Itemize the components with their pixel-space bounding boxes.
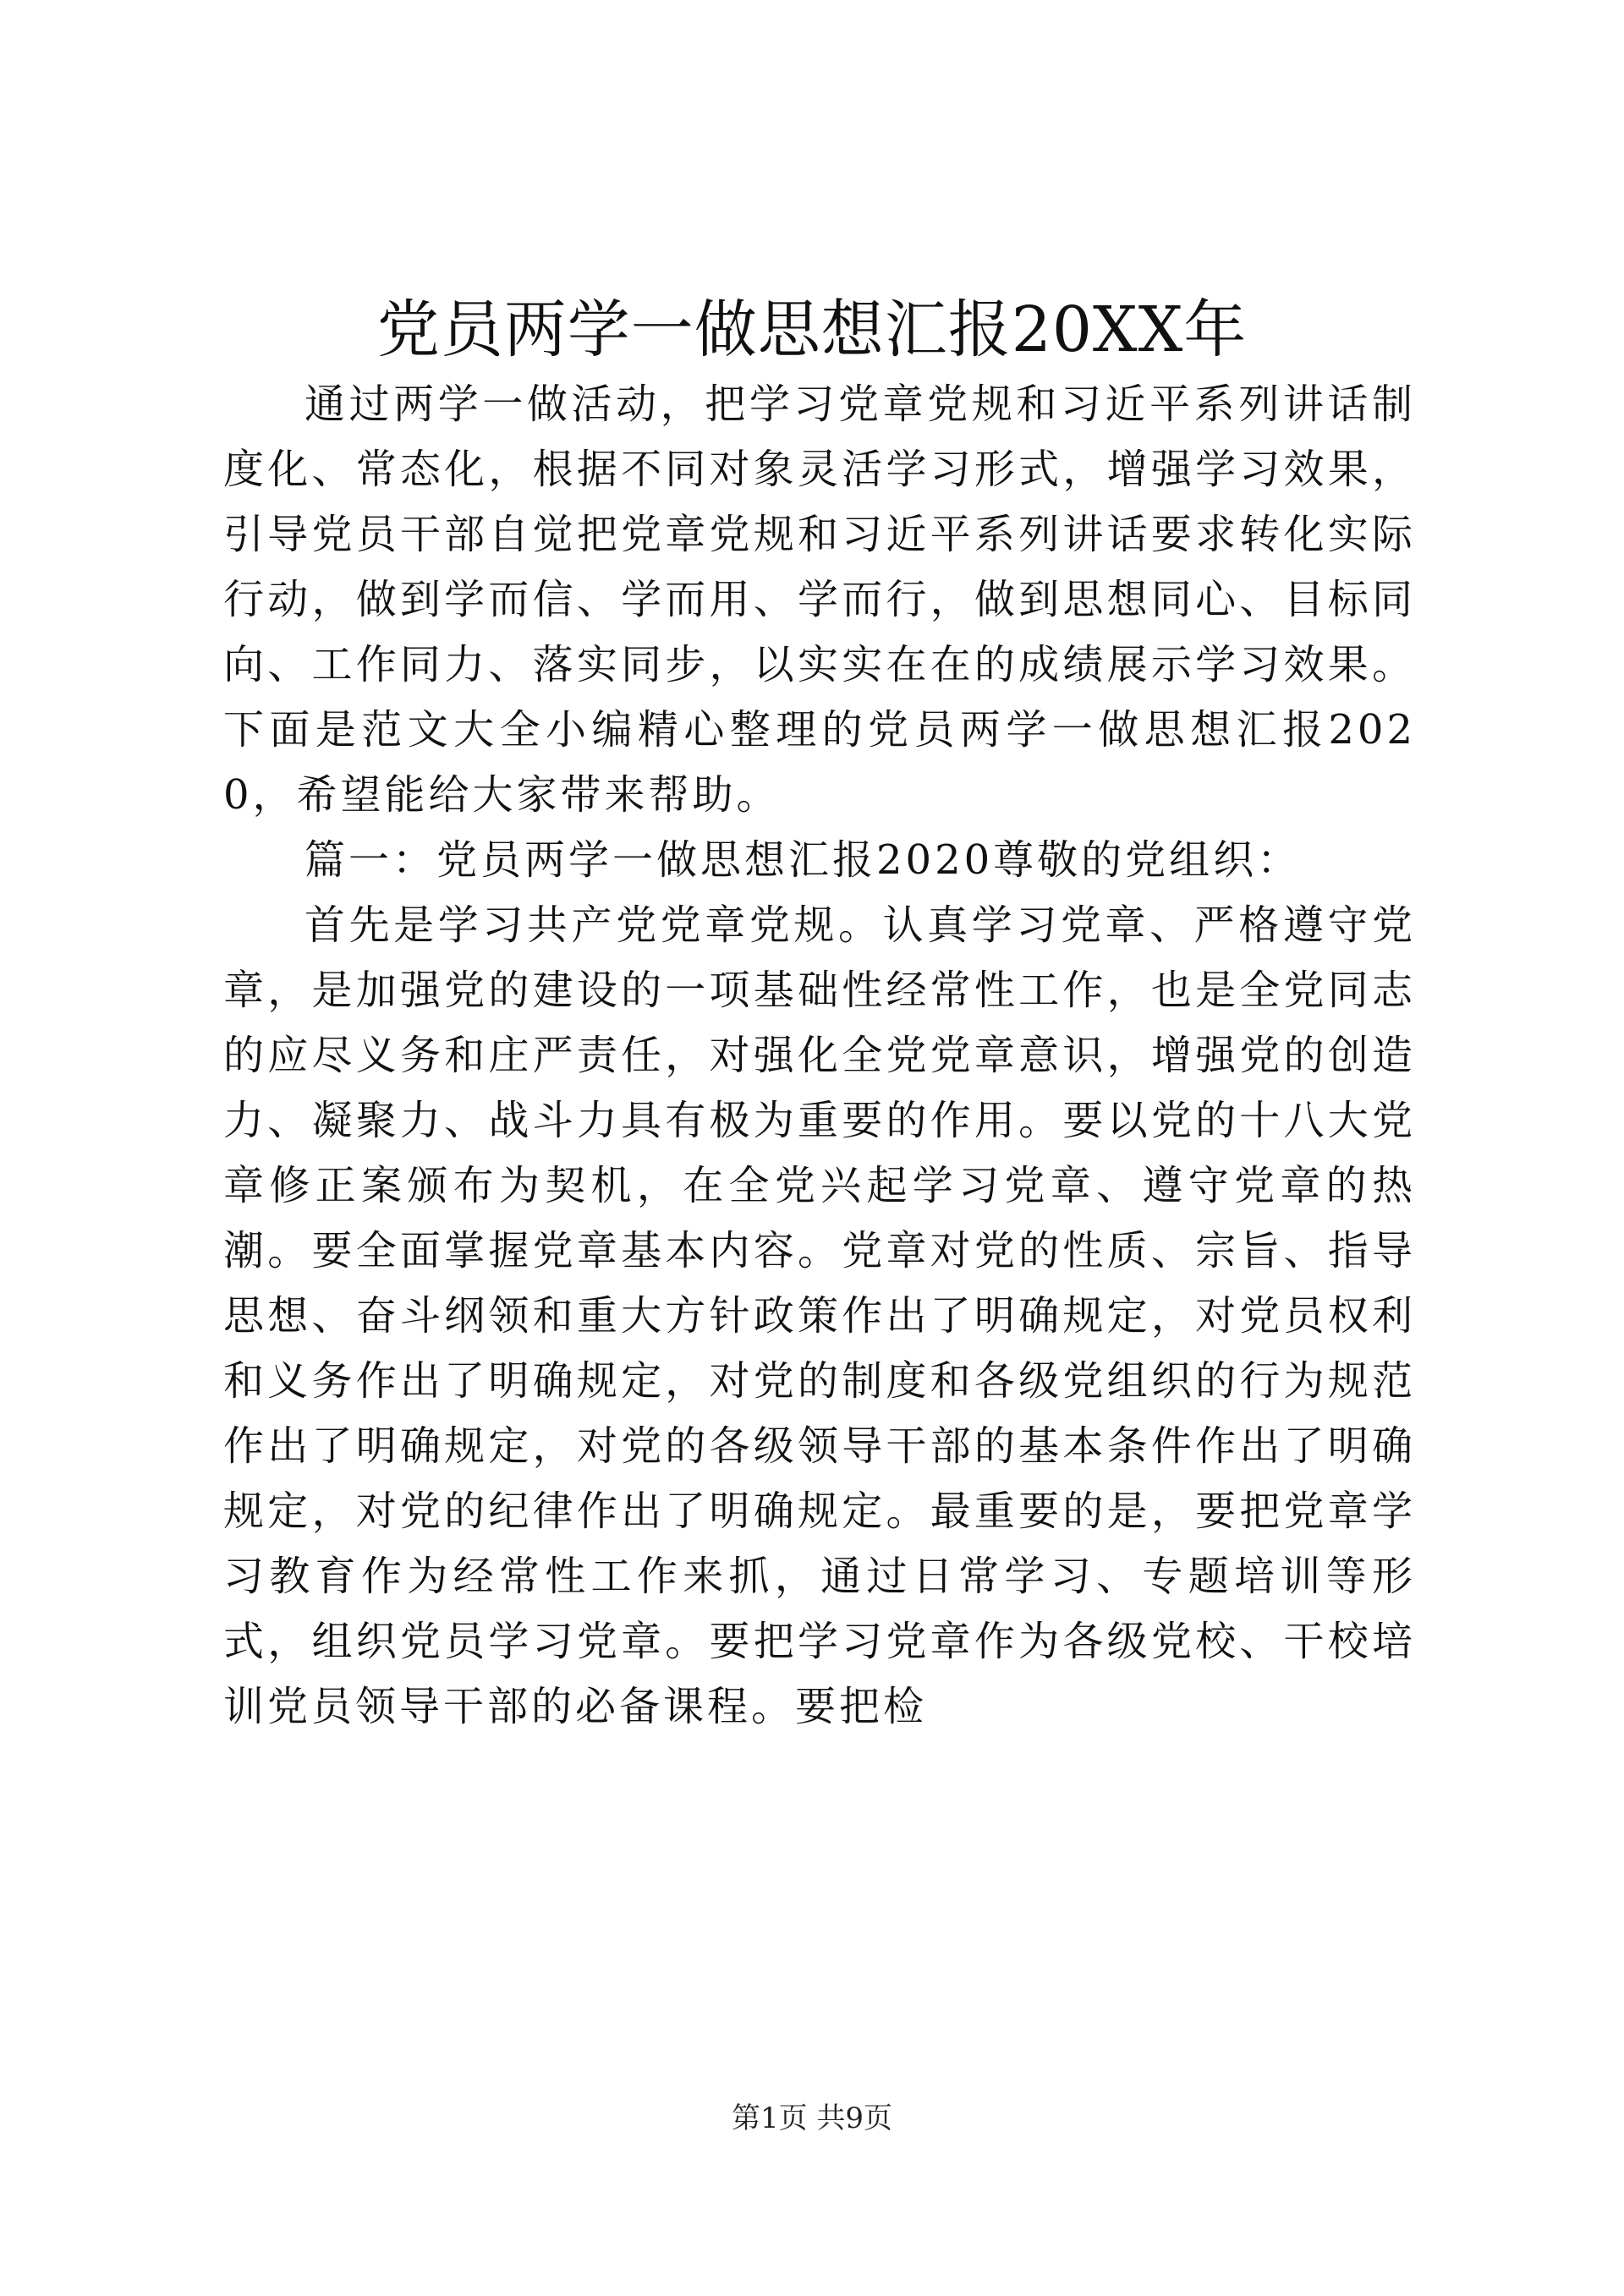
document-body	[223, 372, 1416, 1740]
section-heading: 篇一：党员两学一做思想汇报2020尊敬的党组织：	[304, 836, 1302, 884]
body-paragraph: 首先是学习共产党党章党规。认真学习党章、严格遵守党章，是加强党的建设的一项基础性经常性工作，也是全党同志的应尽义务和庄严责任，对强化全党党章意识，增强党的创造力、凝聚力、战斗力具有极为重要的作用。要以党的十八大党章修正案颁布为契机，在全党兴起学习党章、遵守党章的热潮。要全面掌握党章基本内容。党章对党的性质、宗旨、指导思想、奋斗纲领和重大方针政策作出了明确规定，对党员权利和义务作出了明确规定，对党的制度和各级党组织的行为规范作出了明确规定，对党的各级领导干部的基本条件作出了明确规定，对党的纪律作出了明确规定。最重要的是，要把党章学习教育作为经常性工作来抓，通过日常学习、专题培训等形式，组织党员学习党章。要把学习党章作为各级党校、干校培训党员领导干部的必备课程。要把检	[223, 901, 1416, 1730]
intro-paragraph: 通过两学一做活动，把学习党章党规和习近平系列讲话制度化、常态化，根据不同对象灵活学习形式，增强学习效果，引导党员干部自觉把党章党规和习近平系列讲话要求转化实际行动，做到学而信、学而用、学而行，做到思想同心、目标同向、工作同力、落实同步，以实实在在的成绩展示学习效果。下面是范文大全小编精心整理的党员两学一做思想汇报2020，希望能给大家带来帮助。	[223, 381, 1416, 819]
page-footer: 第1页 共9页	[731, 2101, 893, 2135]
document-title: 党员两学一做思想汇报20XX年	[376, 293, 1248, 366]
